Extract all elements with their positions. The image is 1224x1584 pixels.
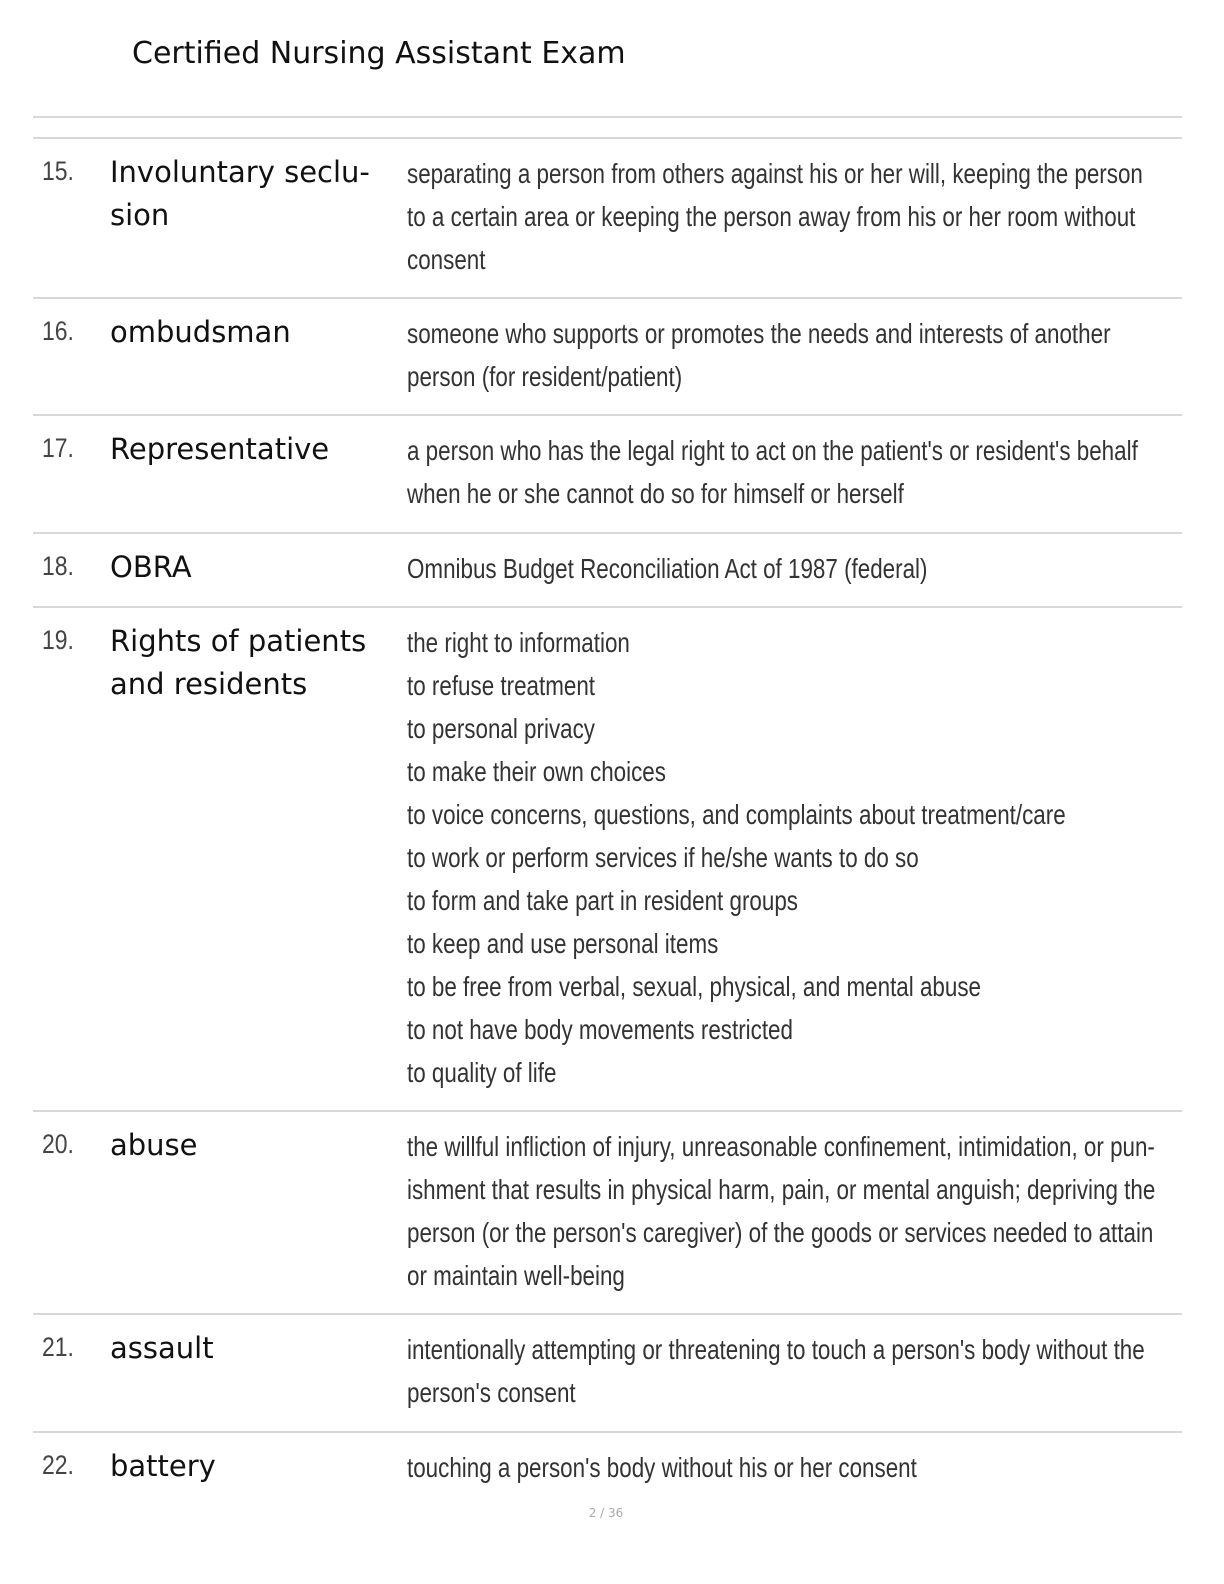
term-list [33,139,1182,1507]
entry-term: Rights of patients and residents [110,624,367,701]
header-divider [33,116,1182,118]
entry-number: 16. [42,316,74,346]
entry-number: 19. [42,625,74,655]
page-number: 2 / 36 [588,1506,624,1520]
entry-term: OBRA [110,550,192,584]
term-entry-18 [33,534,1182,608]
term-entry-16 [33,299,1182,416]
entry-definition: someone who supports or promotes the needs and interests of another person (for resident/patient) [407,318,1111,392]
entry-term: Representative [110,432,330,466]
entry-term: Involuntary seclu- sion [110,155,370,232]
entry-definition: separating a person from others against his or her will, keeping the person to a certain area or keeping the person away from his or her room without consent [407,158,1143,275]
entry-term: ombudsman [110,315,291,349]
term-entry-22 [33,1433,1182,1507]
page-title: Certified Nursing Assistant Exam [132,36,626,71]
entry-definition: Omnibus Budget Reconciliation Act of 1987 (federal) [407,553,928,584]
entry-definition: intentionally attempting or threatening to touch a person's body without the person's consent [407,1334,1145,1408]
entry-term: assault [110,1331,214,1365]
entry-number: 21. [42,1332,74,1362]
entry-definition: the right to information to refuse treatment to personal privacy to make their own choices to voice concerns, questions, and complaints about treatment/care to work or perform services if he/she wants to do so to form and take part in resident groups to keep and use personal items to be free from verbal, sexual, physical, and mental abuse to not have body movements restricted to quality of life [407,627,1066,1088]
entry-term: battery [110,1449,216,1483]
entry-definition: the willful infliction of injury, unreasonable confinement, intimidation, or pun- ishment that results in physical harm, pain, or mental anguish; depriving the person (or the person's caregiver) of the goods or services needed to attain or maintain well-being [407,1131,1156,1291]
term-entry-17 [33,416,1182,534]
entry-number: 18. [42,551,74,581]
term-entry-21 [33,1315,1182,1433]
term-entry-19 [33,608,1182,1112]
entry-number: 20. [42,1129,74,1159]
entry-definition: a person who has the legal right to act on the patient's or resident's behalf when he or she cannot do so for himself or herself [407,435,1138,509]
entry-term: abuse [110,1128,198,1162]
entry-definition: touching a person's body without his or her consent [407,1452,917,1483]
entry-number: 22. [42,1450,74,1480]
term-entry-15 [33,139,1182,299]
term-entry-20 [33,1112,1182,1315]
entry-number: 17. [42,433,74,463]
entry-number: 15. [42,156,74,186]
